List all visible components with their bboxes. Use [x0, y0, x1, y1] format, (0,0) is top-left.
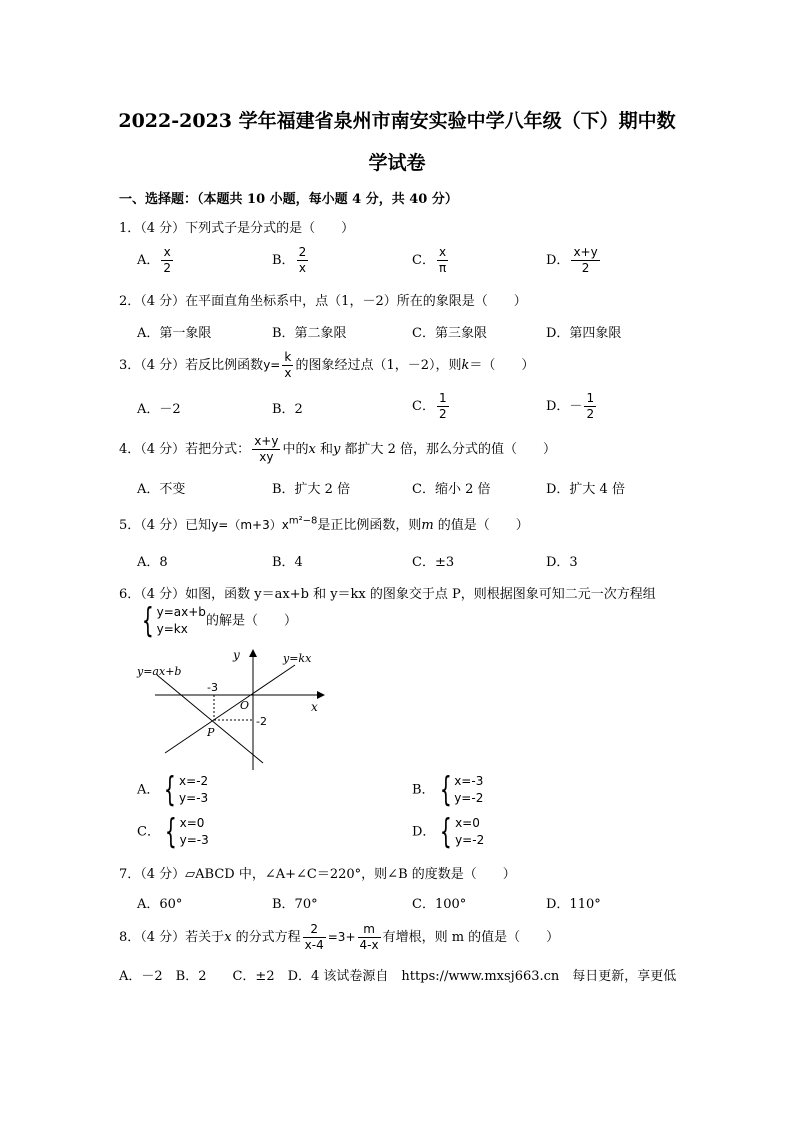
- question-3-stem: 3．（4 分）若反比例函数y= $\frac{k}{x}$ 的图象经过点（1，－2），则k＝（ ）: [119, 350, 535, 380]
- question-4-stem: 4．（4 分）若把分式： $\frac{x+y}{xy}$ 中的x 和y 都扩大 2 倍，那么分式的值（ ）: [119, 434, 556, 464]
- question-2-option-b: B．第二象限: [272, 326, 347, 341]
- question-2-option-a: A．第一象限: [137, 326, 212, 341]
- question-1-option-a: A． $\frac{x}{2}$: [137, 245, 172, 275]
- question-7-option-b: B．70°: [272, 897, 318, 912]
- line-ax-plus-b-label: y=ax+b: [137, 665, 182, 678]
- question-6-option-d: D． { x=0 y=-2: [412, 812, 485, 852]
- question-2-option-d: D．第四象限: [546, 326, 622, 341]
- question-2-stem: 2．（4 分）在平面直角坐标系中，点（1，－2）所在的象限是（ ）: [119, 294, 527, 309]
- question-7-option-c: C．100°: [412, 897, 467, 912]
- line-kx-label: y=kx: [283, 652, 312, 665]
- question-6-option-a: A． { x=-2 y=-3: [137, 770, 209, 810]
- question-2-option-c: C．第三象限: [412, 326, 487, 341]
- question-7-option-d: D．110°: [546, 897, 601, 912]
- question-1-option-b: B． $\frac{2}{x}$: [272, 245, 307, 275]
- question-5-option-c: C．±3: [412, 555, 455, 570]
- tick-minus-3: -3: [207, 681, 218, 694]
- question-6-graph: [135, 645, 335, 775]
- question-4-option-b: B．扩大 2 倍: [272, 482, 351, 497]
- question-7-option-a: A．60°: [137, 897, 183, 912]
- origin-label: O: [240, 699, 250, 712]
- question-4-option-a: A．不变: [137, 482, 186, 497]
- question-3-option-d: D．－ $\frac{1}{2}$: [546, 391, 595, 421]
- question-1-stem: 1．（4 分）下列式子是分式的是（ ）: [119, 221, 355, 236]
- question-5-stem: 5．（4 分）已知$y=(m+3)x^{m^2-8}$是正比例函数，则m 的值是（ ）: [119, 515, 529, 533]
- page-title: 2022-2023 学年福建省泉州市南安实验中学八年级（下）期中数: [118, 110, 676, 132]
- question-3-option-b: B．2: [272, 402, 303, 417]
- question-8-stem: 8．（4 分）若关于x 的分式方程 $\frac{2}{x-4}$ =3+ $\frac{m}{4-x}$ 有增根，则 m 的值是（ ）: [119, 922, 560, 952]
- question-1-option-c: C． $\frac{x}{\pi}$: [412, 245, 447, 275]
- question-5-option-d: D．3: [546, 555, 578, 570]
- section-heading: 一、选择题：（本题共 10 小题，每小题 4 分，共 40 分）: [119, 192, 458, 207]
- question-4-option-d: D．扩大 4 倍: [546, 482, 625, 497]
- question-7-stem: 7．（4 分）▱ABCD 中，∠A+∠C＝220°，则∠B 的度数是（ ）: [119, 867, 516, 882]
- question-5-option-a: A．8: [137, 555, 168, 570]
- question-6-option-c: C． { x=0 y=-3: [137, 812, 209, 852]
- page-title-line2: 学试卷: [368, 152, 426, 174]
- y-axis-arrow-icon: [249, 649, 257, 657]
- x-axis-arrow-icon: [317, 691, 325, 699]
- question-6-option-b: B． { x=-3 y=-2: [412, 770, 484, 810]
- question-5-option-b: B．4: [272, 555, 303, 570]
- line-kx: [165, 665, 295, 753]
- q8-options-footer: A．－2 B．2 C．±2 D．4 该试卷源自 https://www.mxsj663.cn 每日更新，享更低: [119, 969, 677, 984]
- question-4-option-c: C．缩小 2 倍: [412, 482, 491, 497]
- question-6-system: { y=ax+b y=kx 的解是（ ）: [141, 601, 297, 641]
- question-1-option-d: D． $\frac{x+y}{2}$: [546, 245, 598, 275]
- question-3-option-a: A．－2: [137, 402, 181, 417]
- x-axis-label: x: [311, 700, 318, 714]
- y-axis-label: y: [233, 648, 240, 662]
- point-p-label: P: [207, 726, 215, 739]
- tick-minus-2: -2: [256, 715, 267, 728]
- question-6-stem: 6．（4 分）如图，函数 y＝ax+b 和 y＝kx 的图象交于点 P，则根据图象可知二元一次方程组: [119, 587, 656, 602]
- question-3-option-c: C． $\frac{1}{2}$: [412, 391, 447, 421]
